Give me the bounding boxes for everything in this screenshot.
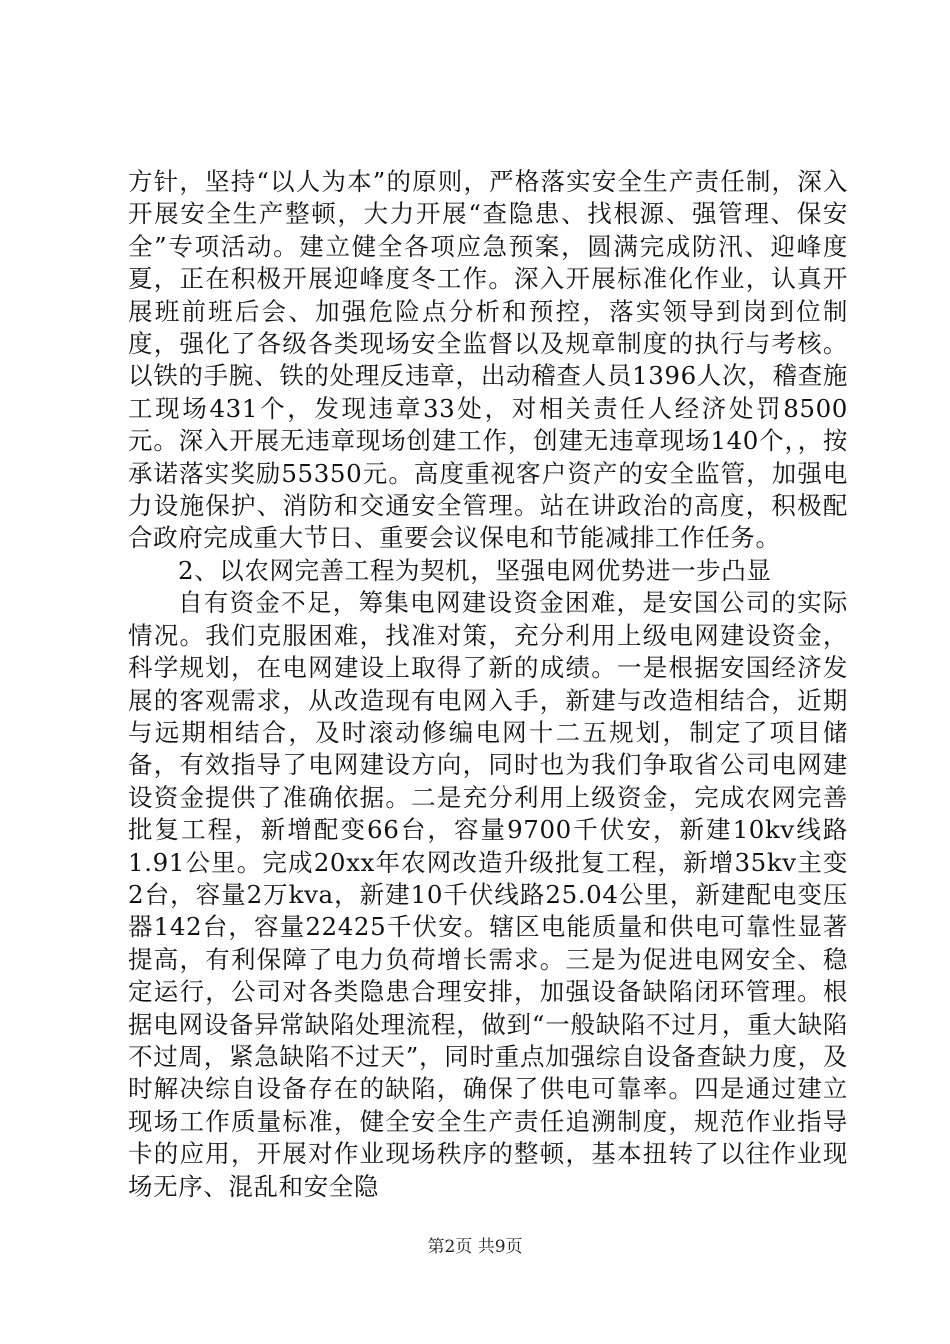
section-heading-grid: 2、以农网完善工程为契机，坚强电网优势进一步凸显 — [178, 555, 772, 585]
paragraph-grid-construction: 自有资金不足，筹集电网建设资金困难，是安国公司的实际情况。我们克服困难，找准对策，充分利用上级电网建设资金，科学规划，在电网建设上取得了新的成绩。一是根据安国经济发展的客观需求，从改造现有电网入手，新建与改造相结合，近期与远期相结合，及时滚动修编电网十二五规划，制定了项目储备，有效指导了电网建设方向，同时也为我们争取省公司电网建设资金提供了准确依据。二是充分利用上级资金，完成农网完善批复工程，新增配变66台，容量9700千伏安，新建10kv线路1.91公里。完成20xx年农网改造升级批复工程，新增35kv主变2台，容量2万kva，新建10千伏线路25.04公里，新建配电变压器142台，容量22425千伏安。辖区电能质量和供电可靠性显著提高，有利保障了电力负荷增长需求。三是为促进电网安全、稳定运行，公司对各类隐患合理安排，加强设备缺陷闭环管理。根据电网设备异常缺陷处理流程，做到“一般缺陷不过月，重大缺陷不过周，紧急缺陷不过天”，同时重点加强综自设备查缺力度，及时解决综自设备存在的缺陷，确保了供电可靠率。四是通过建立现场工作质量标准，健全安全生产责任追溯制度，规范作业指导卡的应用，开展对作业现场秩序的整顿，基本扭转了以往作业现场无序、混乱和安全隐 — [128, 588, 848, 1201]
page-footer: 第2页 共9页 — [427, 1237, 523, 1257]
paragraph-safety: 方针，坚持“以人为本”的原则，严格落实安全生产责任制，深入开展安全生产整顿，大力开展“查隐患、找根源、强管理、保安全”专项活动。建立健全各项应急预案，圆满完成防汛、迎峰度夏，正在积极开展迎峰度冬工作。深入开展标准化作业，认真开展班前班后会、加强危险点分析和预控，落实领导到岗到位制度，强化了各级各类现场安全监督以及规章制度的执行与考核。以铁的手腕、铁的处理反违章，出动稽查人员1396人次，稽查施工现场431个，发现违章33处，对相关责任人经济处罚8500元。深入开展无违章现场创建工作，创建无违章现场140个，，按承诺落实奖励55350元。高度重视客户资产的安全监管，加强电力设施保护、消防和交通安全管理。站在讲政治的高度，积极配合政府完成重大节日、重要会议保电和节能减排工作任务。 — [128, 167, 848, 553]
document-body — [128, 166, 848, 1203]
